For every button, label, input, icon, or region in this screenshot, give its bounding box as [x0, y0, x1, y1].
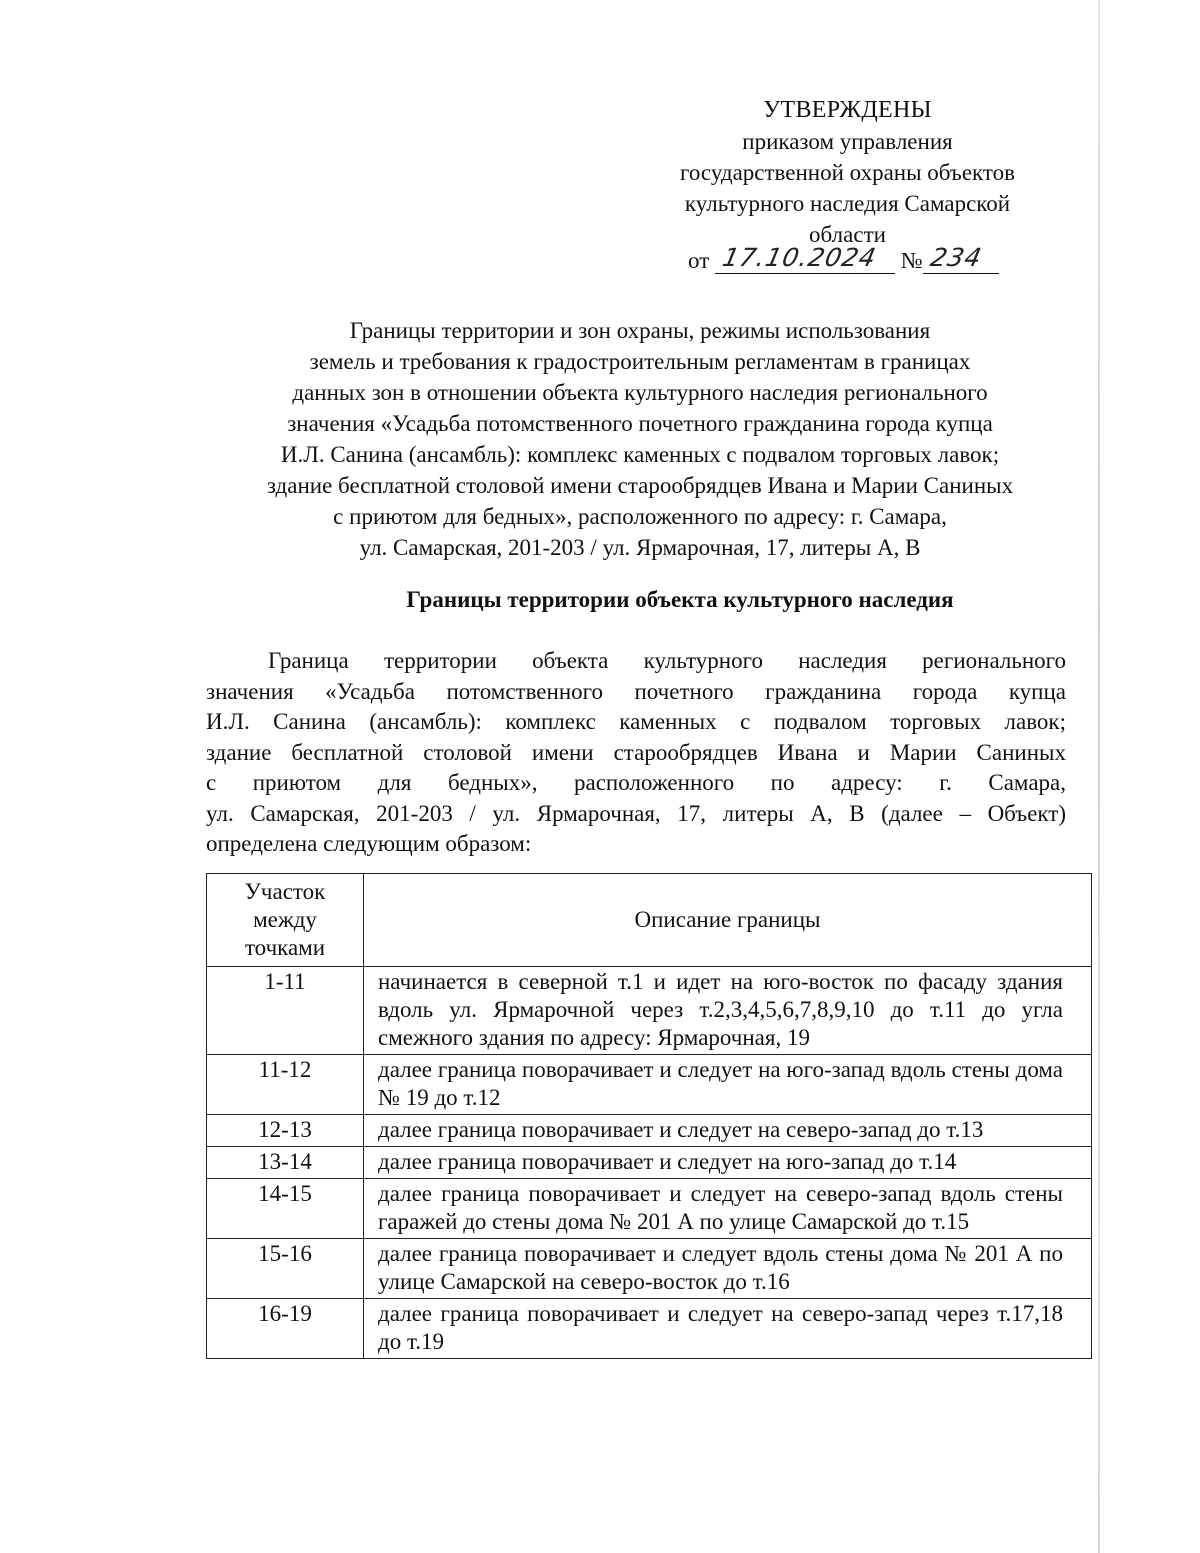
- handwritten-number: 234: [927, 243, 985, 272]
- table-row: [207, 1055, 1092, 1115]
- segment-cell: 15-16: [207, 1239, 364, 1299]
- number-prefix: №: [900, 248, 923, 273]
- intro-line: значения «Усадьба потомственного почетного гражданина города купца: [206, 678, 1066, 704]
- approval-title: УТВЕРЖДЕНЫ: [763, 97, 932, 123]
- table-row: [207, 967, 1092, 1055]
- segment-cell: 13-14: [207, 1147, 364, 1179]
- segment-cell: 16-19: [207, 1299, 364, 1359]
- intro-paragraph: [206, 646, 1066, 860]
- segment-cell: 11-12: [207, 1055, 364, 1115]
- date-prefix: от: [688, 248, 710, 273]
- description-cell: далее граница поворачивает и следует на северо-запад до т.13: [364, 1115, 1092, 1147]
- description-cell: далее граница поворачивает и следует вдоль стены дома № 201 А по улице Самарской на северо-восток до т.16: [364, 1239, 1092, 1299]
- intro-line: с приютом для бедных», расположенного по адресу: г. Самара,: [206, 770, 1066, 795]
- approval-line: государственной охраны объектов: [679, 160, 1016, 185]
- document-title: [210, 315, 1070, 563]
- approval-block: [650, 95, 1045, 250]
- order-date-number: [688, 243, 999, 274]
- description-cell: далее граница поворачивает и следует на северо-запад вдоль стены гаражей до стены дома № 201 А по улице Самарской до т.15: [364, 1179, 1092, 1239]
- title-line: с приютом для бедных», расположенного по адресу: г. Самара,: [333, 504, 947, 529]
- approval-line: области: [809, 222, 886, 247]
- segment-cell: 12-13: [207, 1115, 364, 1147]
- section-heading: Границы территории объекта культурного наследия: [406, 587, 954, 612]
- title-line: ул. Самарская, 201-203 / ул. Ярмарочная, 17, литеры А, В: [359, 535, 921, 560]
- header-description: Описание границы: [364, 874, 1092, 967]
- title-line: значения «Усадьба потомственного почетного гражданина города купца: [287, 411, 993, 436]
- title-line: здание бесплатной столовой имени старообрядцев Ивана и Марии Саниных: [266, 473, 1014, 498]
- description-cell: начинается в северной т.1 и идет на юго-восток по фасаду здания вдоль ул. Ярмарочной через т.2,3,4,5,6,7,8,9,10 до т.11 до угла смежного здания по адресу: Ярмарочная, 19: [364, 967, 1092, 1055]
- intro-line: И.Л. Санина (ансамбль): комплекс каменных с подвалом торговых лавок;: [206, 709, 1066, 734]
- boundary-table: [206, 873, 1092, 1359]
- intro-line: Граница территории объекта культурного наследия регионального: [268, 648, 1066, 673]
- approval-line: приказом управления: [742, 129, 953, 154]
- table-row: [207, 1179, 1092, 1239]
- title-line: И.Л. Санина (ансамбль): комплекс каменных с подвалом торговых лавок;: [280, 442, 1000, 467]
- table-header-row: [207, 874, 1092, 967]
- description-cell: далее граница поворачивает и следует на юго-запад вдоль стены дома № 19 до т.12: [364, 1055, 1092, 1115]
- table-row: [207, 1115, 1092, 1147]
- title-line: данных зон в отношении объекта культурного наследия регионального: [292, 380, 988, 405]
- title-line: земель и требования к градостроительным регламентам в границах: [309, 349, 971, 374]
- header-segment: Участок между точками: [207, 874, 364, 967]
- table-row: [207, 1299, 1092, 1359]
- intro-line: ул. Самарская, 201-203 / ул. Ярмарочная, 17, литеры А, В (далее – Объект): [206, 800, 1066, 826]
- date-blank: [715, 243, 895, 274]
- segment-cell: 14-15: [207, 1179, 364, 1239]
- scanned-page-edge: [1098, 0, 1100, 1553]
- table-row: [207, 1147, 1092, 1179]
- intro-line: определена следующим образом:: [206, 831, 532, 856]
- table-row: [207, 1239, 1092, 1299]
- title-line: Границы территории и зон охраны, режимы использования: [349, 318, 931, 343]
- description-cell: далее граница поворачивает и следует на северо-запад через т.17,18 до т.19: [364, 1299, 1092, 1359]
- segment-cell: 1-11: [207, 967, 364, 1055]
- description-cell: далее граница поворачивает и следует на юго-запад до т.14: [364, 1147, 1092, 1179]
- handwritten-date: 17.10.2024: [719, 243, 880, 272]
- approval-line: культурного наследия Самарской: [684, 191, 1011, 216]
- intro-line: здание бесплатной столовой имени старообрядцев Ивана и Марии Саниных: [206, 739, 1066, 765]
- number-blank: [923, 243, 999, 274]
